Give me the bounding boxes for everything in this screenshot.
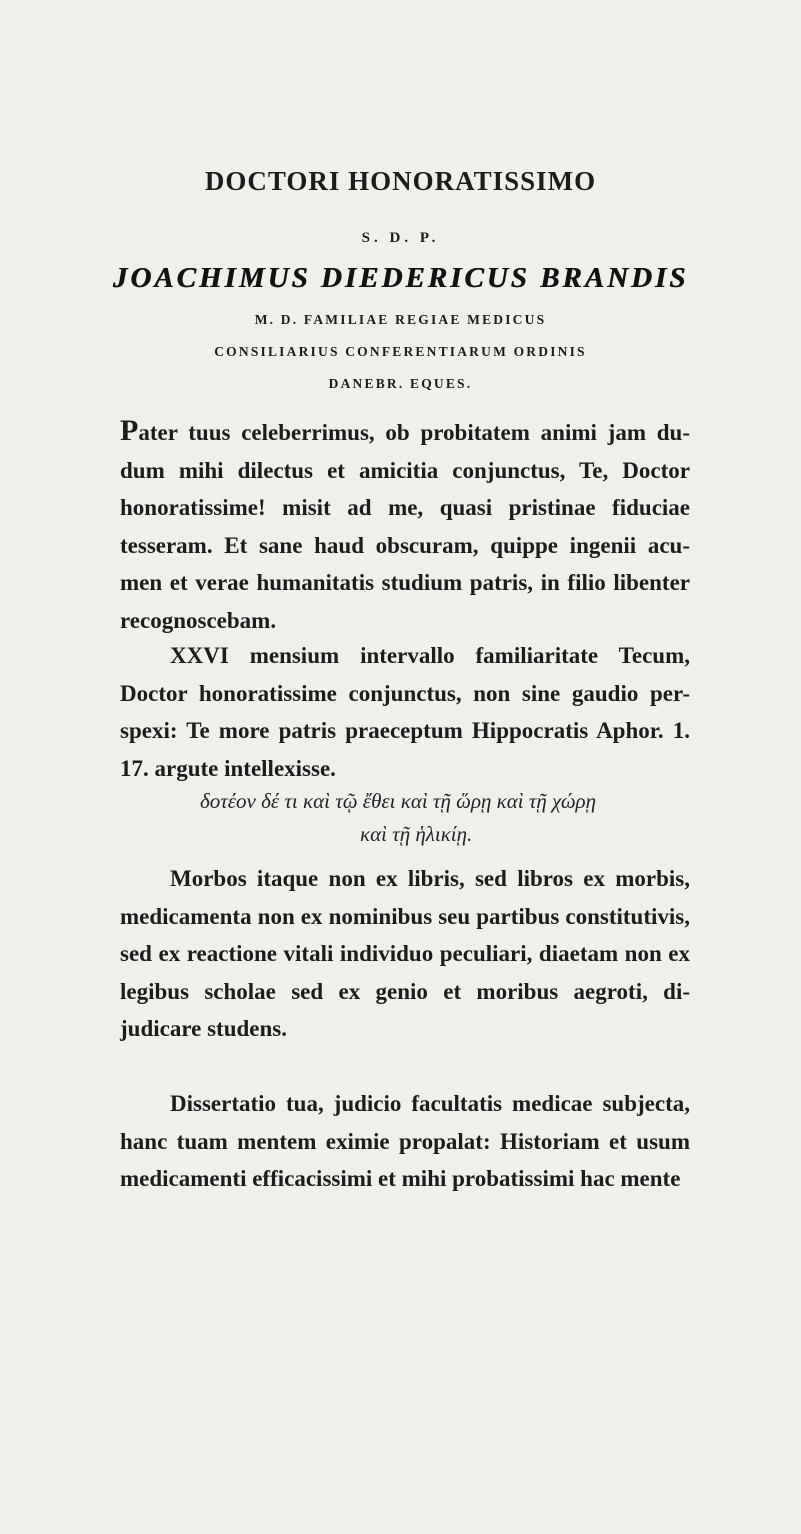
- dedication-title: DOCTORI HONORATISSIMO: [204, 166, 597, 196]
- paragraph-2: XXVI mensium intervallo familiaritate Tecum, Doctor honoratissime conjunctus, non sine gaudio per-spexi: Te more patris praeceptum Hippocratis Aphor. 1. 17. argute intellexisse.: [120, 643, 690, 781]
- author-title-line: DANEBR. EQUES.: [328, 376, 473, 391]
- salutation: S. D. P.: [361, 230, 440, 246]
- greek-quote-line-2: καὶ τῇ ἡλικίῃ.: [360, 822, 473, 846]
- drop-cap: P: [120, 414, 139, 447]
- paragraph-1: [120, 412, 690, 639]
- author-title-line: CONSILIARIUS CONFERENTIARUM ORDINIS: [214, 344, 587, 359]
- paragraph-3: Morbos itaque non ex libris, sed libros ex morbis, medicamenta non ex nominibus seu partibus constitutivis, sed ex reactione vitali individuo peculiari, diaetam non ex legibus scholae sed ex genio et moribus aegroti, di-judicare studens.: [120, 866, 690, 1041]
- author-title-line: M. D. FAMILIAE REGIAE MEDICUS: [254, 312, 547, 327]
- author-name: JOACHIMUS DIEDERICUS BRANDIS: [112, 262, 689, 294]
- greek-quote-line-1: δοτέον δέ τι καὶ τῷ ἔθει καὶ τῇ ὥρῃ καὶ τῇ χώρῃ: [200, 789, 597, 813]
- paragraph-1-text: ater tuus celeberrimus, ob probitatem animi jam du-dum mihi dilectus et amicitia conjunctus, Te, Doctor honoratissime! misit ad me, quasi pristinae fiduciae tesseram. Et sane haud obscuram, quippe ingenii acu-men et verae humanitatis studium patris, in filio libenter recognoscebam.: [120, 420, 690, 633]
- paragraph-4: Dissertatio tua, judicio facultatis medicae subjecta, hanc tuam mentem eximie propalat: Historiam et usum medicamenti efficacissimi et mihi probatissimi hac mente: [120, 1091, 690, 1191]
